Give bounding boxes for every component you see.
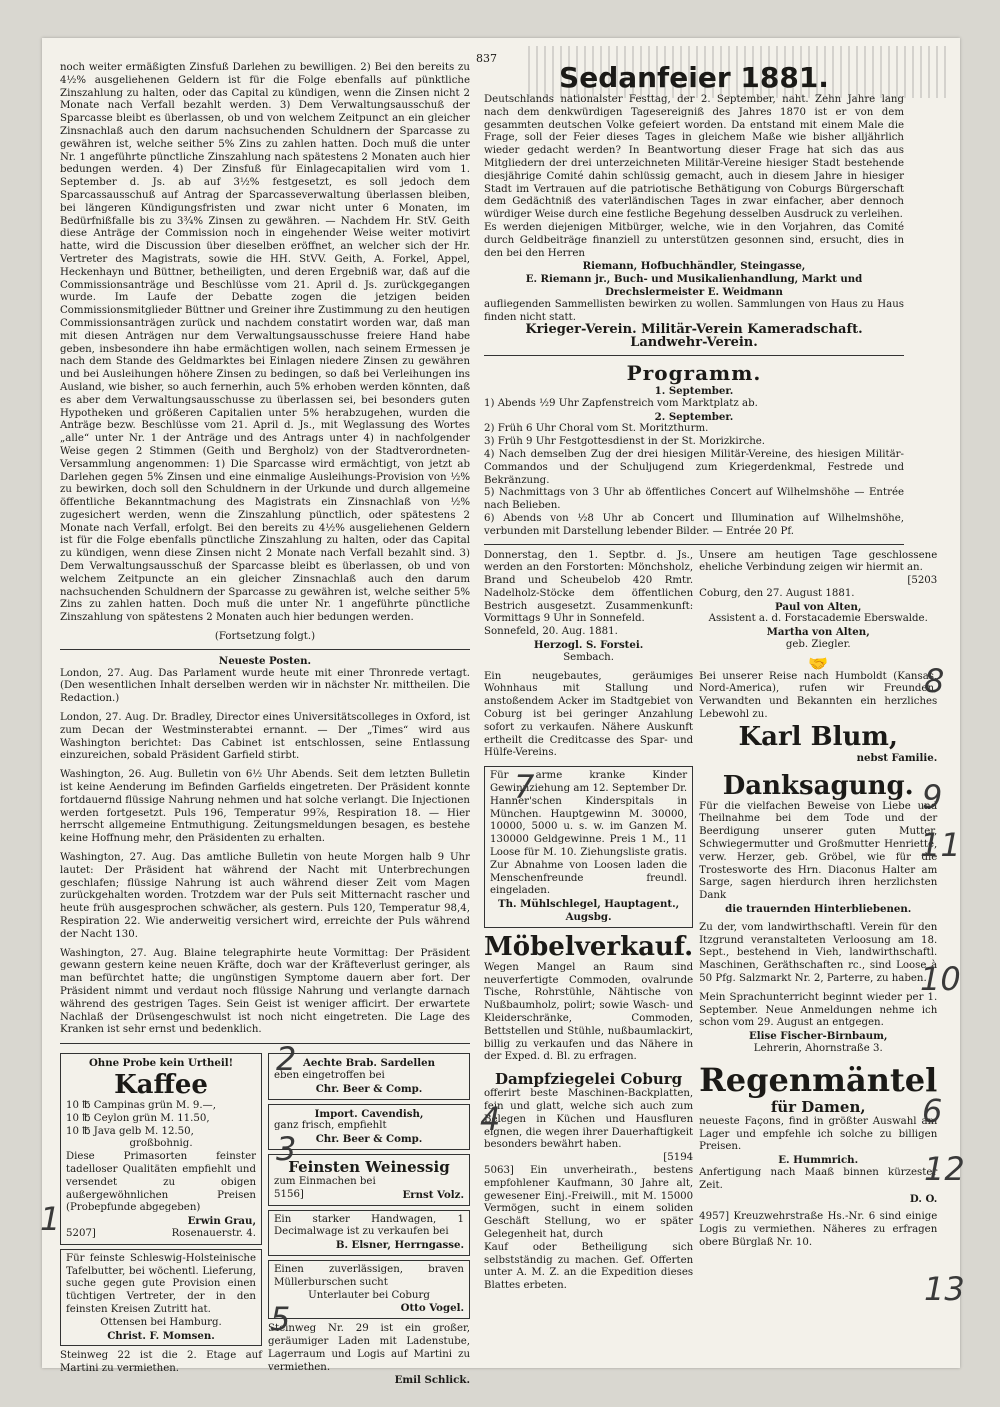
verlobung-name1-sub: Assistent a. d. Forstacademie Eberswalde. (708, 613, 928, 625)
sedan-title: Sedanfeier 1881. (559, 61, 829, 94)
butter-signer: Christ. F. Momsen. (107, 1329, 215, 1342)
handwritten-number: 13 (924, 1270, 965, 1308)
programm-item: 4) Nach demselben Zug der drei hiesigen Militär-Vereine, des hiesigen Militär-Commandos und der Schuljugend zum Kriegerdenkmal, Festrede und Bekränzung. (484, 448, 904, 486)
news-item: London, 27. Aug. Das Parlament wurde heute mit einer Thronrede vertagt. (Den wesentlichen Inhalt derselben werden wir in nächster Nr. mittheilen. Die Redaction.) (60, 667, 470, 705)
handwritten-number: 6 (922, 1092, 943, 1130)
divider (60, 649, 470, 650)
laden-signer: Emil Schlick. (394, 1374, 470, 1387)
weinessig-signer: Ernst Volz. (402, 1188, 464, 1201)
muller-signer: Otto Vogel. (400, 1302, 464, 1315)
cavendish-title: Import. Cavendish, (314, 1107, 424, 1120)
handwritten-number: 9 (922, 778, 943, 816)
weinessig-footer (274, 1189, 464, 1202)
kaffee-address: Rosenauerstr. 4. (171, 1227, 256, 1239)
handwritten-number: 5 (270, 1300, 291, 1338)
left-column (60, 62, 470, 1387)
dank-ad (699, 771, 937, 916)
etage-ad: Steinweg 22 ist die 2. Etage auf Martini zu vermiethen. (60, 1350, 262, 1375)
lotterie-text: Für arme kranke Kinder Gewinnziehung am 12. September Dr. Hanner'schen Kinderspitals in München. Hauptgewinn M. 30000, 10000, 5000 u. s. w. im Ganzen M. 130000 Geldgewinne. Preis 1 M., 11 Loose für M. 10. Ziehungsliste gratis. Zur Abnahme von Loosen laden die Menschenfreunde freundl. eingeladen. (490, 770, 688, 897)
butter-ad (60, 1249, 262, 1347)
ziegel-ref: [5194 (663, 1152, 694, 1164)
regen-signer: E. Hummrich. (778, 1154, 859, 1167)
verlobung-ref: [5203 (907, 575, 938, 587)
regen-sig2: D. O. (909, 1192, 938, 1205)
holz-date: Sonnefeld, 20. Aug. 1881. (484, 626, 618, 638)
butter-text: Für feinste Schleswig-Holsteinische Tafelbutter, bei wöchentl. Lieferung, suche gegen gute Provision einen tüchtigen Vertreter, der in den feinsten Kreisen Zutritt hat. (66, 1252, 256, 1315)
dank-sign: die trauernden Hinterbliebenen. (725, 903, 912, 916)
holz-signer: Herzogl. S. Forstei. (533, 639, 644, 652)
verloosung-ad: Zu der, vom landwirthschaftl. Verein für den Itzgrund veranstalteten Verloosung am 18. Sept., bestehend in Vieh, landwirthschaftl. Maschinen, Geräthschaften rc., sind Loose à 50 Pfg. Salzmarkt Nr. 2, Parterre, zu haben. (699, 921, 938, 985)
ads-left-grid (60, 1049, 470, 1387)
kaffee-signer: Erwin Grau, (187, 1215, 256, 1228)
sedan-vereine2: Landwehr-Verein. (630, 335, 758, 351)
moebel-text: Wegen Mangel an Raum sind neuverfertigte Commoden, ovalrunde Tische, Rohrstühle, Nähtische von Nußbaumholz, polirt; sowie Wasch- und Kleiderschränke, Commoden, Bettstellen und Stühle, nußbaumlackirt, billig zu verkaufen und das Nähere in der Exped. d. Bl. zu erfragen. (484, 961, 694, 1063)
programm-item: 1) Abends ½9 Uhr Zapfenstreich vom Marktplatz ab. (484, 397, 758, 409)
divider (484, 544, 904, 545)
handwritten-number: 10 (920, 960, 961, 998)
laden-text: Steinweg Nr. 29 ist ein großer, geräumiger Laden mit Ladenstube, Lagerraum und Logis auf Martini zu vermiethen. (268, 1323, 470, 1373)
sedan-name: Drechslermeister E. Weidmann (605, 285, 783, 298)
programm-item: 6) Abends von ½8 Uhr ab Concert und Illumination auf Wilhelmshöhe, verbunden mit Darstellung lebender Bilder. — Entrée 20 Pf. (484, 512, 904, 537)
sedan-body2: Es werden diejenigen Mitbürger, welche, wie in den Vorjahren, das Comité durch Geldbeiträge finanziell zu unterstützen gesonnen sind, ersucht, dies in den bei den Herren (484, 221, 904, 259)
kaffee-line: 10 ℔ Campinas grün M. 9.—, (66, 1099, 216, 1111)
kaufmann-text2: Kauf oder Betheiligung sich selbstständig zu machen. Gef. Offerten unter A. M. Z. an die Expedition dieses Blattes erbeten. (484, 1241, 694, 1292)
kaffee-kicker: Ohne Probe kein Urtheil! (88, 1057, 234, 1070)
blum-sub: nebst Familie. (856, 751, 938, 764)
weinessig-title: Feinsten Weinessig (288, 1157, 450, 1176)
sedan-name: Riemann, Hofbuchhändler, Steingasse, (582, 260, 806, 273)
news-item: Washington, 27. Aug. Blaine telegraphirte heute Vormittag: Der Präsident gewann gestern keine neuen Kräfte, doch war der Kräfteverlust geringer, als man befürchtet hatte; die ungünstigen Symptome dauern aber fort. Der Präsident nimmt und verdaut noch flüssige Nahrung und verlangte darnach während des gestrigen Tages. Sein Geist ist weniger afficirt. Der erwartete Nachlaß der Drüsengeschwulst ist noch nicht eingetreten. Die Lage des Kranken ist sehr ernst und bedenklich. (60, 947, 470, 1036)
ads-right-col2 (699, 550, 937, 1293)
dank-title: Danksagung. (722, 770, 914, 801)
news-heading: Neueste Posten. (218, 654, 312, 667)
handwritten-number: 4 (480, 1100, 501, 1138)
sardellen-ad (268, 1053, 470, 1099)
handwritten-number: 3 (276, 1130, 297, 1168)
handwritten-number: 11 (920, 826, 961, 864)
divider (484, 355, 904, 356)
programm-item: 5) Nachmittags von 3 Uhr ab öffentliches Concert auf Wilhelmshöhe — Entrée nach Belieben. (484, 487, 904, 512)
programm-item: 3) Früh 9 Uhr Festgottesdienst in der St. Morizkirche. (484, 436, 766, 448)
sprach-text: Mein Sprachunterricht beginnt wieder per 1. September. Neue Anmeldungen nehme ich schon vom 29. August an entgegen. (699, 991, 938, 1029)
ads-left-col2 (268, 1049, 470, 1387)
kaffee-ref: 5207] (66, 1227, 96, 1239)
ziegel-text: offerirt beste Maschinen-Backplatten, fein und glatt, welche sich auch zum Belegen in Küchen und Hausfluren eignen, die wegen ihrer Dauerhaftigkeit besonders bewährt haben. (484, 1088, 694, 1151)
council-report: noch weiter ermäßigten Zinsfuß Darlehen zu bewilligen. 2) Bei den bereits zu 4½% ausgeliehenen Geldern ist für die Folge ebenfalls auf pünktliche Zinszahlung zu halten, oder das Capital zu kündigen, wenn die Zinsen nicht 2 Monate nach Verfall bezahlt werden. 3) Dem Verwaltungsausschuß der Sparcasse bleibt es überlassen, ob und von welchem Zeitpunct an ein gleicher Zinsnachlaß auch den darum nachsuchenden Schuldnern der Sparcasse zu gewähren ist, welche seither 5% Zins zu zahlen hatten. Doch muß die unter Nr. 1 angeführte pünctliche Zinszahlung nach spätestens 2 Monaten auch hier bedungen werden. 4) Der Zinsfuß für Einlagecapitalien wird vom 1. September d. Js. ab auf 3½% festgesetzt, es soll jedoch dem Sparcassausschuß auf Antrag der Sparcasseverwaltung überlassen bleiben, bei längeren Kündigungsfristen und zwar nicht unter 6 Monaten, im Bedürfnißfalle bis zu 3¾% Zinsen zu gewähren. — Nachdem Hr. StV. Geith diese Anträge der Commission noch in eingehender Weise weiter motivirt hatte, wird die Discussion über dieselben eröffnet, an welcher sich der Hr. Vertreter des Magistrats, sowie die HH. StVV. Geith, A. Forkel, Appel, Heckenhayn und Büttner, betheiligten, und deren Ergebniß war, daß auf die Commissionsanträge und Beschlüsse vom 21. April d. Js. zurückgegangen wurde. Im Laufe der Debatte zogen die jetzigen beiden Commissionsmitglieder Büttner und Greiner ihre Zustimmung zu den heutigen Commissionsanträgen zurück und nachdem constatirt worden war, daß man mit diesen Anträgen nur dem Verwaltungsausschusse freiere Hand habe geben, insbesondere ihn habe ermächtigen wollen, nach seinem Ermessen je nach dem Stande des Geldmarktes bei Einlagen niedere Zinsen zu gewähren und bei Ausleihungen höhere Zinsen zu bedingen, so daß bei Verleihungen ins Ausland, wie bisher, so auch fernerhin, auch 5% erhoben werden könnten, daß es aber dem Verwaltungsausschusse zu überlassen sei, bei besonders guten Hypotheken und größeren Capitalien unter 5% herabzugehen, wurden die Anträge bezw. Beschlüsse vom 21. April d. Js., mit Weglassung des Wortes „alle“ unter Nr. 1 der Anträge und des Antrags unter 4) in nachfolgender Weise gegen 2 Stimmen (Geith und Bergholz) von der Stadtverordneten-Versammlung angenommen: 1) Die Sparcasse wird ermächtigt, von jetzt ab Darlehen gegen 5% Zinsen und eine einmalige Ausleihungs-Provision von ½% zu bewirken, doch soll den Schuldnern in der Urkunde und durch allgemeine öffentliche Bekanntmachung des Magistrats ein Zinsnachlaß von ½% zugesichert werden, wenn die Zinszahlung pünctlich, oder spätestens 2 Monate nach Verfall, erfolgt. Bei den bereits zu 4½% ausgeliehenen Geldern ist für die Folge ebenfalls pünctliche Zinszahlung zu halten, oder das Capital zu kündigen, wenn diese Zinsen nicht 2 Monate nach Verfall bezahlt sind. 3) Dem Verwaltungsausschuß der Sparcasse bleibt es überlassen, ob und von welchem Zeitpuncte an ein gleicher Zinsnachlaß auch den darum nachsuchenden Schuldnern der Sparcasse zu gewähren ist, welche seither 5% Zins zu zahlen hatten. Doch muß die unter Nr. 1 angeführte pünctliche Zinszahlung von spätestens 2 Monaten auch hier bedungen werden. (60, 62, 470, 624)
handwritten-number: 12 (924, 1150, 965, 1188)
ads-right-col1 (484, 550, 693, 1293)
kaffee-line: 10 ℔ Java gelb M. 12.50, (66, 1125, 194, 1137)
handwritten-number: 2 (276, 1040, 297, 1078)
handwagen-text: Ein starker Handwagen, 1 Decimalwage ist zu verkaufen bei (274, 1213, 464, 1238)
handwagen-ad (268, 1210, 470, 1256)
handwagen-signer: B. Elsner, Herrngasse. (335, 1239, 464, 1252)
muller-text: Einen zuverlässigen, braven Müllerburschen sucht (274, 1263, 464, 1288)
laden-ad (268, 1323, 470, 1387)
blum-text: Bei unserer Reise nach Humboldt (Kansas, Nord-America), rufen wir Freunden, Verwandten und Bekannten ein herzliches Lebewohl zu. (699, 670, 938, 721)
regen-text2: Anfertigung nach Maaß binnen kürzester Zeit. (699, 1166, 938, 1191)
verlobung-text: Unsere am heutigen Tage geschlossene eheliche Verbindung zeigen wir hiermit an. (699, 549, 938, 574)
programm-item: 2) Früh 6 Uhr Choral vom St. Moritzthurm. (484, 423, 709, 435)
kaufmann-text: 5063] Ein unverheirath., bestens empfohlener Kaufmann, 30 Jahre alt, gewesener Einj.-Freiwill., mit M. 15000 Vermögen, sucht in einem soliden Geschäft Stellung, wo er später Gelegenheit hat, durch (484, 1164, 694, 1240)
handwritten-number: 8 (924, 662, 945, 700)
kaffee-line: großbohnig. (129, 1138, 193, 1150)
cavendish-text: ganz frisch, empfiehlt (274, 1120, 387, 1132)
muller-ad (268, 1260, 470, 1319)
handwritten-number: 1 (40, 1200, 61, 1238)
logis-ad: 4957] Kreuzwehrstraße Hs.-Nr. 6 sind einige Logis zu vermiethen. Näheres zu erfragen obere Bürglaß Nr. 10. (699, 1211, 938, 1248)
weinessig-text: zum Einmachen bei (274, 1175, 376, 1187)
verlobung-name2-sub: geb. Ziegler. (785, 639, 851, 651)
kaffee-title: Kaffee (114, 1069, 208, 1100)
kaffee-footer (66, 1228, 256, 1241)
cavendish-signer: Chr. Beer & Comp. (315, 1133, 423, 1146)
handwritten-number: 7 (514, 768, 535, 806)
muller-place: Unterlauter bei Coburg (308, 1289, 430, 1301)
moebel-title: Möbelverkauf. (484, 931, 694, 962)
programm-day1: 1. September. (654, 384, 734, 397)
sprach-sub: Lehrerin, Ahornstraße 3. (753, 1043, 883, 1054)
kaffee-body: Diese Primasorten feinster tadelloser Qualitäten empfiehlt und versendet zu obigen außergewöhnlichen Preisen (Probepfunde abgegeben) (66, 1151, 256, 1214)
divider (60, 1043, 470, 1044)
holz-ad (484, 550, 693, 665)
ads-right-grid (484, 549, 938, 1293)
programm-day2: 2. September. (654, 410, 734, 423)
holz-text: Donnerstag, den 1. Septbr. d. Js., werden an den Forstorten: Mönchsholz, Brand und Scheubelob 420 Rmtr. Nadelholz-Stöcke dem öffentlichen Bestrich ausgesetzt. Zusammenkunft: Vormittags 9 Uhr in Sonnefeld. (484, 549, 694, 625)
regen-sub: für Damen, (770, 1097, 866, 1116)
kaffee-line: 10 ℔ Ceylon grün M. 11.50, (66, 1112, 210, 1124)
dank-text: Für die vielfachen Beweise von Liebe und Theilnahme bei dem Tode und der Beerdigung unserer guten Mutter, Schwiegermutter und Großmutter Henriette, verw. Herzer, geb. Gröbel, wie für die Trostesworte des Hrn. Diaconus Halter am Sarge, sagen hierdurch ihren herzlichsten Dank (699, 800, 938, 902)
sedan-vereine: Krieger-Verein. Militär-Verein Kameradschaft. (525, 322, 863, 338)
weinessig-ref: 5156] (274, 1188, 304, 1200)
sedan-body3: aufliegenden Sammellisten bewirken zu wollen. Sammlungen von Haus zu Haus finden nicht statt. (484, 298, 904, 323)
sprach-signer: Elise Fischer-Birnbaum, (748, 1030, 888, 1043)
right-column (484, 61, 938, 1352)
holz-sub: Sembach. (563, 651, 614, 663)
regen-text: neueste Façons, find in größter Auswahl am Lager und empfehle ich solche zu billigen Preisen. (699, 1115, 938, 1153)
blum-name: Karl Blum, (738, 721, 898, 752)
sardellen-signer: Chr. Beer & Comp. (315, 1082, 423, 1095)
programm-title: Programm. (626, 360, 762, 385)
ziegel-title: Dampfziegelei Coburg (494, 1070, 683, 1089)
handshake-icon: 🤝 (808, 653, 829, 673)
verlobung-ad (699, 550, 937, 652)
weinessig-ad (268, 1154, 470, 1206)
sedan-body: Deutschlands nationalster Festtag, der 2. September, naht. Zehn Jahre lang nach dem denkwürdigen Tagesereigniß des Jahres 1870 ist er von dem gesammten deutschen Volke gefeiert worden. Da entstand mit einem Male die Frage, soll der Feier dieses Tages in gleichem Maße wie bisher alljährlich wieder gedacht werden? In Beantwortung dieser Frage hat sich das aus Mitgliedern der drei unterzeichneten Militär-Vereine hiesiger Stadt bestehende diesjährige Comité dahin schlüssig gemacht, auch in diesem Jahre in hiesiger Stadt im Vertrauen auf die patriotische Bethätigung von Coburgs Bürgerschaft dem Gedächtniß des vaterländischen Tages in zwar einfacher, aber dennoch würdiger Weise durch eine festliche Begehung desselben Ausdruck zu verleihen. (484, 94, 904, 221)
news-item: Washington, 27. Aug. Das amtliche Bulletin von heute Morgen halb 9 Uhr lautet: Der Präsident hat während der Nacht mit Unterbrechungen geschlafen; flüssige Nahrung ist auch während dieser Zeit vom Magen zurückgehalten worden. Trotzdem war der Puls seit Mitternacht rascher und heute früh ausgesprochen schwächer, als gestern. Puls 120, Temperatur 98,4, Respiration 22. Wie anderweitig versichert wird, erreichte der Puls während der Nacht 130. (60, 852, 470, 940)
wohnhaus-ad: Ein neugebautes, geräumiges Wohnhaus mit Stallung und anstoßendem Acker im Stadtgebiet von Coburg ist bei geringer Anzahlung sofort zu verkaufen. Nähere Auskunft ertheilt die Creditcasse des Spar- und Hülfe-Vereins. (484, 670, 694, 759)
continuation-note: (Fortsetzung folgt.) (214, 631, 316, 643)
sprach-ad (699, 992, 937, 1056)
blum-ad (699, 653, 938, 765)
regen-title: Regenmäntel (699, 1060, 938, 1099)
verlobung-date: Coburg, den 27. August 1881. (699, 587, 855, 599)
sardellen-text: eben eingetroffen bei (274, 1069, 385, 1081)
butter-place: Ottensen bei Hamburg. (100, 1316, 222, 1328)
ads-left-col1 (60, 1049, 262, 1387)
sedan-name: E. Riemann jr., Buch- und Musikalienhandlung, Markt und (525, 273, 863, 286)
regen-ad (699, 1062, 937, 1206)
lotterie-signer: Th. Mühlschlegel, Hauptagent., Augsbg. (497, 898, 680, 924)
page-number: 837 (476, 52, 497, 65)
verlobung-name2: Martha von Alten, (766, 626, 870, 639)
sardellen-title: Aechte Brab. Sardellen (302, 1057, 436, 1070)
verlobung-name1: Paul von Alten, (775, 600, 862, 613)
kaffee-ad (60, 1053, 262, 1245)
news-item: Washington, 26. Aug. Bulletin von 6½ Uhr Abends. Seit dem letzten Bulletin ist keine Aenderung im Befinden Garfields eingetreten. Der Präsident konnte fortdauernd flüssige Nahrung nehmen und hat solche verlangt. Die Injectionen werden fortgesetzt. Puls 196, Temperatur 99⅞, Respiration 18. — Hier herrscht allgemeine Entmuthigung. Zeitungsmeldungen besagen, es bestehe keine Hoffnung mehr, den Präsidenten zu erhalten. (60, 769, 470, 845)
cavendish-ad (268, 1104, 470, 1150)
news-item: London, 27. Aug. Dr. Bradley, Director eines Universitätscolleges in Oxford, ist zum Decan der Westminsterabtei ernannt. — Der „Times“ wird aus Washington berichtet: Das Cabinet ist entschlossen, seine Entlassung einzureichen, sobald Präsident Garfield stirbt. (60, 712, 470, 762)
